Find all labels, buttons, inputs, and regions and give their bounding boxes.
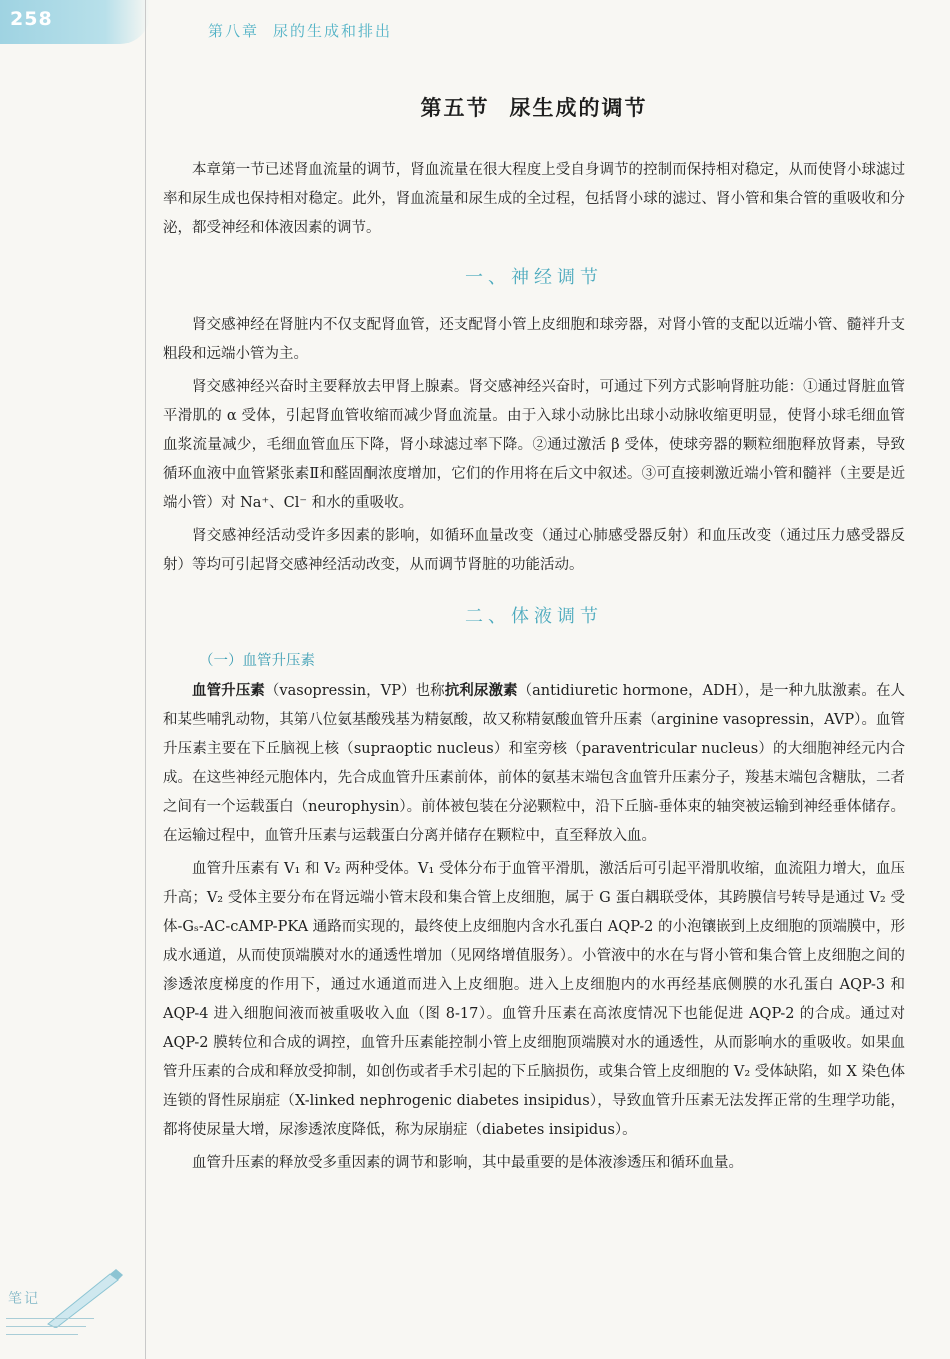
vasopressin-text: （antidiuretic hormone，ADH），是一种九肽激素。在人和某些哺乳动物，其第八位氨基酸残基为精氨酸，故又称精氨酸血管升压素（arginine vasopressin，AVP）。血管升压素主要在下丘脑视上核（supraoptic nucleus）和室旁核（paraventricular nucleus）的大细胞神经元内合成。在这些神经元胞体内，先合成血管升压素前体，前体的氨基末端包含血管升压素分子，羧基末端包含糖肽，二者之间有一个运载蛋白（neurophysin）。前体被包装在分泌颗粒中，沿下丘脑-垂体束的轴突被运输到神经垂体储存。在运输过程中，血管升压素与运载蛋白分离并储存在颗粒中，直至释放入血。 bbox=[163, 683, 906, 844]
pen-icon bbox=[44, 1268, 124, 1328]
notes-label: 笔记 bbox=[8, 1291, 40, 1307]
humoral-regulation-heading: 二、体液调节 bbox=[465, 606, 603, 627]
chapter-title: 尿的生成和排出 bbox=[273, 22, 393, 40]
vasopressin-subheading: （一）血管升压素 bbox=[199, 653, 315, 669]
chapter-header bbox=[208, 20, 392, 41]
notes-line bbox=[6, 1334, 78, 1335]
neural-regulation-heading: 一、神经调节 bbox=[465, 267, 603, 288]
page-number: 258 bbox=[10, 8, 53, 30]
vasopressin-abbr: （vasopressin，VP）也称 bbox=[264, 683, 445, 699]
vasopressin-paragraph-2: 血管升压素有 V₁ 和 V₂ 两种受体。V₁ 受体分布于血管平滑肌，激活后可引起平滑肌收缩，血流阻力增大，血压升高；V₂ 受体主要分布在肾远端小管末段和集合管上皮细胞，属于 G 蛋白耦联受体，其跨膜信号转导是通过 V₂ 受体-Gₛ-AC-cAMP-PKA 通路而实现的，最终使上皮细胞内含水孔蛋白 AQP-2 的小泡镶嵌到上皮细胞的顶端膜中，形成水通道，从而使顶端膜对水的通透性增加（见网络增值服务）。小管液中的水在与肾小管和集合管上皮细胞之间的渗透浓度梯度的作用下，通过水通道而进入上皮细胞。进入上皮细胞内的水再经基底侧膜的水孔蛋白 AQP-3 和 AQP-4 进入细胞间液而被重吸收入血（图 8-17）。血管升压素在高浓度情况下也能促进 AQP-2 的合成。通过对 AQP-2 膜转位和合成的调控，血管升压素能控制小管上皮细胞顶端膜对水的通透性，从而影响水的重吸收。如果血管升压素的合成和释放受抑制，如创伤或者手术引起的下丘脑损伤，或集合管上皮细胞的 V₂ 受体缺陷，如 X 染色体连锁的肾性尿崩症（X-linked nephrogenic diabetes insipidus），导致血管升压素无法发挥正常的生理学功能，都将使尿量大增，尿渗透浓度降低，称为尿崩症（diabetes insipidus）。 bbox=[163, 861, 905, 1138]
notes-area bbox=[4, 1268, 134, 1348]
neural-paragraph-2: 肾交感神经兴奋时主要释放去甲肾上腺素。肾交感神经兴奋时，可通过下列方式影响肾脏功能：①通过肾脏血管平滑肌的 α 受体，引起肾血管收缩而减少肾血流量。由于入球小动脉比出球小动脉收缩更明显，使肾小球毛细血管血浆流量减少，毛细血管血压下降，肾小球滤过率下降。②通过激活 β 受体，使球旁器的颗粒细胞释放肾素，导致循环血液中血管紧张素Ⅱ和醛固酮浓度增加，它们的作用将在后文中叙述。③可直接刺激近端小管和髓袢（主要是近端小管）对 Na⁺、Cl⁻ 和水的重吸收。 bbox=[163, 379, 905, 511]
vasopressin-paragraph-1 bbox=[163, 676, 905, 851]
neural-paragraph-3: 肾交感神经活动受许多因素的影响，如循环血量改变（通过心肺感受器反射）和血压改变（通过压力感受器反射）等均可引起肾交感神经活动改变，从而调节肾脏的功能活动。 bbox=[163, 528, 905, 573]
notes-line bbox=[6, 1326, 86, 1327]
neural-paragraph-1: 肾交感神经在肾脏内不仅支配肾血管，还支配肾小管上皮细胞和球旁器，对肾小管的支配以近端小管、髓袢升支粗段和远端小管为主。 bbox=[163, 317, 905, 362]
page-number-tab bbox=[0, 0, 150, 44]
margin-divider bbox=[145, 0, 146, 1359]
page-body bbox=[163, 92, 905, 1178]
section-number: 第五节 bbox=[420, 96, 490, 120]
intro-paragraph: 本章第一节已述肾血流量的调节，肾血流量在很大程度上受自身调节的控制而保持相对稳定，从而使肾小球滤过率和尿生成也保持相对稳定。此外，肾血流量和尿生成的全过程，包括肾小球的滤过、肾小管和集合管的重吸收和分泌，都受神经和体液因素的调节。 bbox=[163, 162, 905, 236]
term-adh: 抗利尿激素 bbox=[444, 682, 518, 699]
section-title bbox=[163, 92, 905, 122]
section-title-text: 尿生成的调节 bbox=[509, 96, 648, 120]
term-vasopressin: 血管升压素 bbox=[192, 682, 265, 699]
chapter-number: 第八章 bbox=[208, 22, 260, 40]
vasopressin-paragraph-3: 血管升压素的释放受多重因素的调节和影响，其中最重要的是体液渗透压和循环血量。 bbox=[192, 1155, 743, 1171]
notes-line bbox=[6, 1318, 94, 1319]
